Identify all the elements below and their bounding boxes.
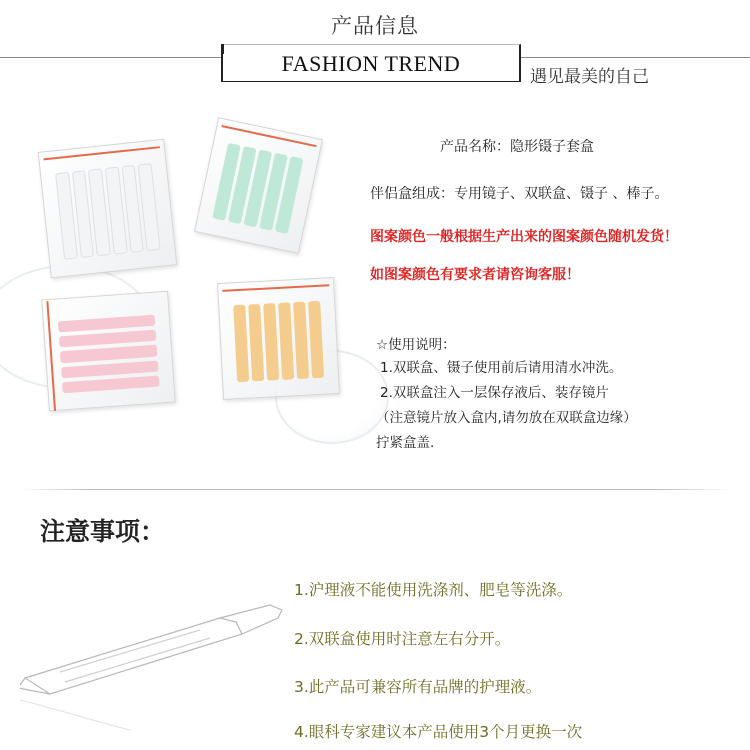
color-request-notice: 如图案颜色有要求者请咨询客服！ (370, 267, 580, 283)
note-item: 2.双联盒使用时注意左右分开。 (294, 630, 511, 648)
note-item: 4.眼科专家建议本产品使用3个月更换一次 (294, 723, 583, 741)
fashion-trend-banner: FASHION TREND (221, 44, 521, 82)
instructions-title: ☆使用说明： (376, 337, 456, 353)
pen-cap (220, 605, 282, 634)
note-item: 1.沪理液不能使用洗涤剂、肥皂等洗涤。 (294, 581, 573, 599)
case-tube (233, 305, 249, 383)
green-case-pack (194, 117, 323, 254)
white-cases (55, 163, 161, 260)
case-tube (60, 345, 158, 363)
product-name: 产品名称：隐形镊子套盒 (440, 139, 594, 155)
instruction-line: 拧紧盒盖. (376, 435, 435, 451)
case-tube (61, 360, 159, 378)
pen-body (25, 618, 242, 694)
product-components: 伴侣盒组成：专用镜子、双联盒、镊子 、棒子。 (370, 186, 669, 202)
color-random-notice: 图案颜色一般根据生产出来的图案颜色随机发货！ (370, 229, 678, 245)
notes-heading: 注意事项： (40, 517, 166, 546)
header-slogan: 遇见最美的自己 (530, 67, 649, 87)
pink-case-pack (41, 291, 176, 412)
instruction-line: 2.双联盒注入一层保存液后、装存镜片 (380, 385, 609, 401)
case-tube (263, 303, 279, 381)
product-photo (20, 115, 370, 455)
instruction-line: （注意镜片放入盒内,请勿放在双联盒边缘） (376, 410, 637, 426)
green-cases (212, 143, 303, 234)
note-item: 3.此产品可兼容所有品牌的护理液。 (294, 678, 542, 696)
white-case-pack (38, 139, 178, 279)
section-divider (20, 489, 730, 490)
case-tube (308, 301, 324, 379)
orange-cases (233, 301, 324, 382)
pink-cases (58, 315, 160, 394)
page-title: 产品信息 (331, 14, 419, 38)
case-tube (62, 375, 160, 393)
instruction-line: 1.双联盒、镊子使用前后请用清水冲洗。 (380, 360, 623, 376)
case-tube (278, 302, 294, 380)
case-tube (293, 302, 309, 380)
fountain-pen-sketch (20, 560, 290, 740)
orange-case-pack (217, 277, 340, 400)
case-tube (248, 304, 264, 382)
